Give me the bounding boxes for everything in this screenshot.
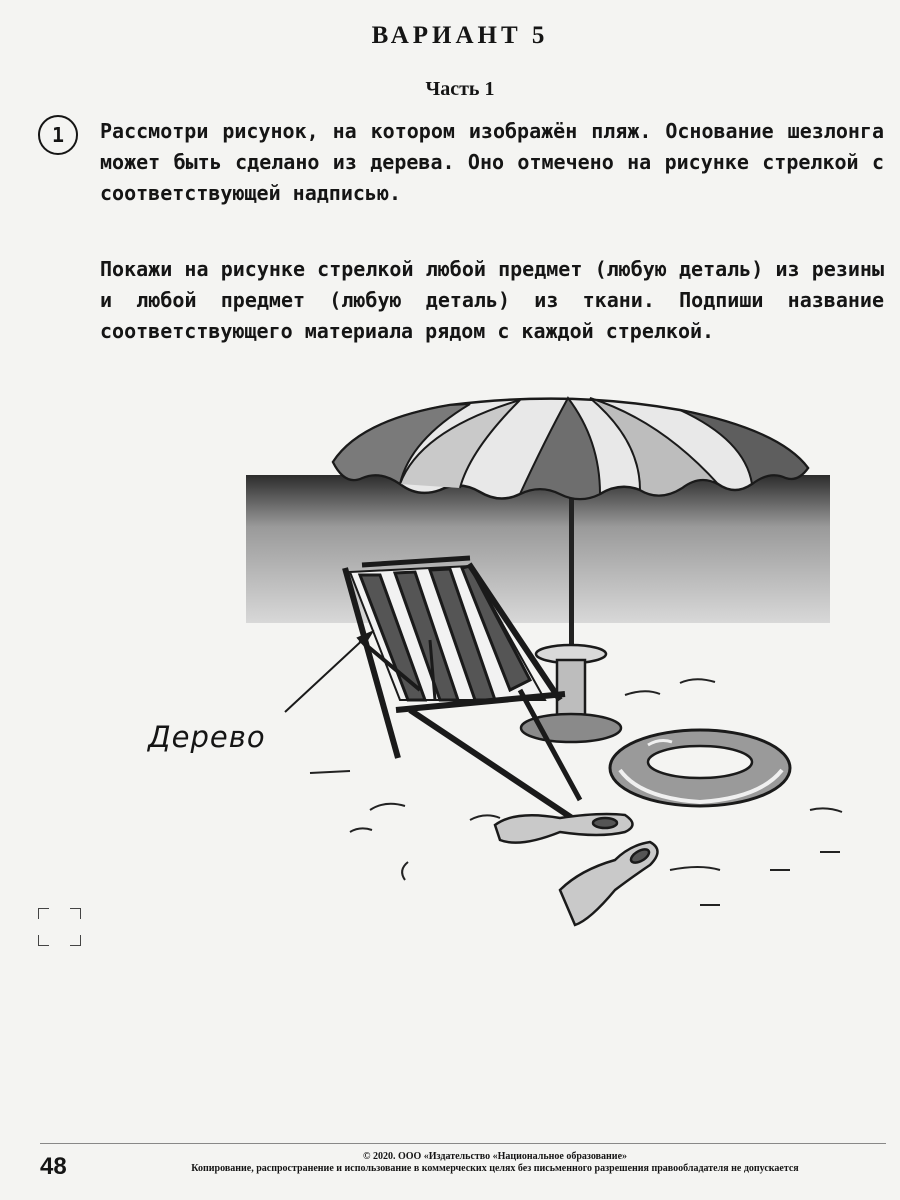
page-number: 48	[40, 1153, 67, 1180]
answer-box-corner	[70, 935, 81, 946]
umbrella-pole	[569, 495, 574, 655]
beach-illustration	[0, 380, 900, 980]
answer-box-corner	[70, 908, 81, 919]
sea-background	[246, 475, 830, 623]
answer-box-corner	[38, 908, 49, 919]
task-paragraph-2: Покажи на рисунке стрелкой любой предмет (любую деталь) из резины и любой предмет (любую деталь) из ткани. Подпиши название соответствующего материала рядом с каждой стрелкой.	[100, 257, 884, 343]
umbrella-canopy	[333, 398, 808, 499]
copyright-notice	[100, 1151, 890, 1175]
part-heading: Часть 1	[425, 78, 495, 100]
answer-box-corner	[38, 935, 49, 946]
copyright-line-1: © 2020. ООО «Издательство «Национальное образование»	[362, 1151, 628, 1162]
copyright-line-2: Копирование, распространение и использование в коммерческих целях без письменного разрешения правообладателя не допускается	[191, 1163, 799, 1174]
flippers	[495, 814, 658, 925]
task-paragraph-1: Рассмотри рисунок, на котором изображён пляж. Основание шезлонга может быть сделано из дерева. Оно отмечено на рисунке стрелкой с соответствующей надписью.	[100, 119, 884, 205]
wood-label: Дерево	[148, 720, 266, 754]
footer-divider	[40, 1143, 886, 1144]
wood-arrow	[285, 632, 372, 712]
swim-ring	[610, 730, 790, 806]
variant-title: ВАРИАНТ 5	[371, 22, 549, 49]
task-number-badge: 1	[38, 115, 78, 155]
